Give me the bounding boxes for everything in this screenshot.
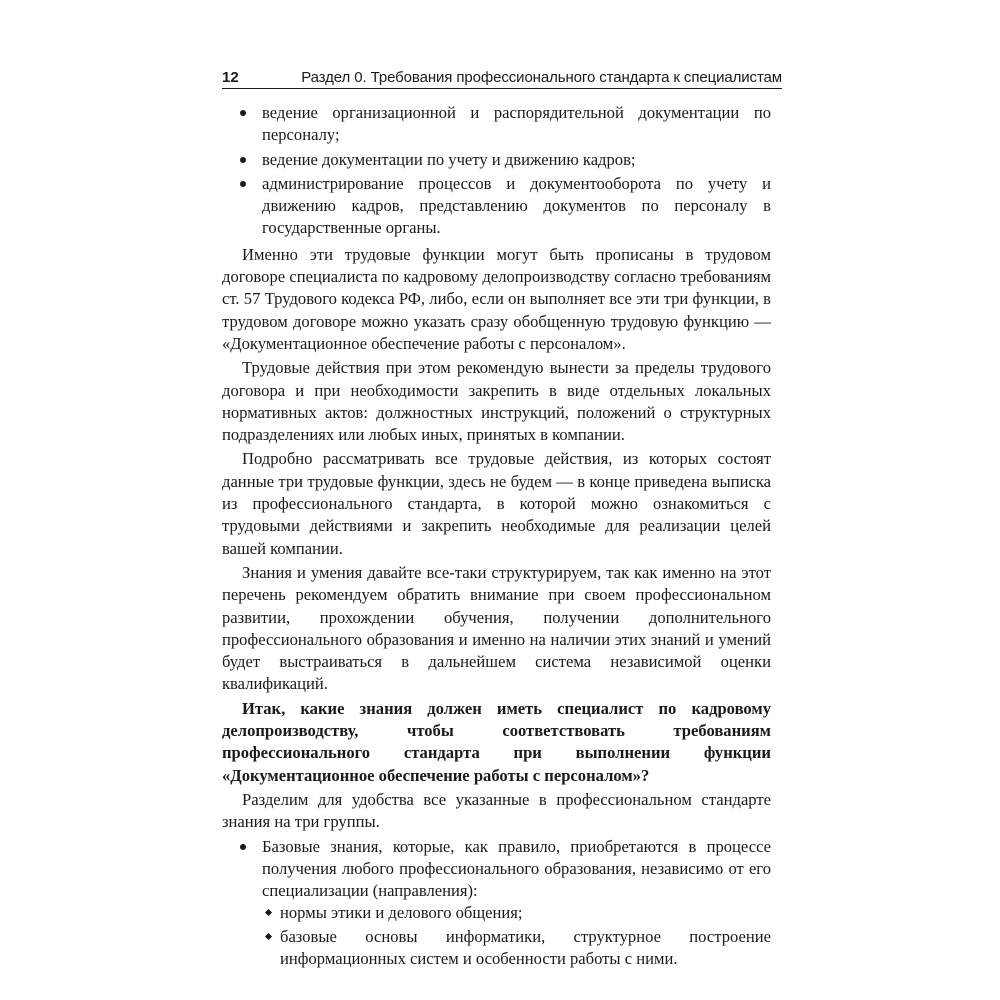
list-item-text: Базовые знания, которые, как правило, приобретаются в процессе получения любого профессионального образования, независимо от его специализации (направления): [262,836,771,901]
function-list [222,102,771,240]
list-item: администрирование процессов и документооборота по учету и движению кадров, представлению документов по персоналу в государственные органы. [262,173,771,240]
paragraph: Трудовые действия при этом рекомендую вынести за пределы трудового договора и при необходимости закрепить в виде отдельных локальных нормативных актов: должностных инструкций, положений о структурных подразделениях или любых иных, принятых в компании. [222,358,771,445]
paragraph: Именно эти трудовые функции могут быть прописаны в трудовом договоре специалиста по кадровому делопроизводству согласно требованиям ст. 57 Трудового кодекса РФ, либо, если он выполняет все эти три функции, в трудовом договоре можно указать сразу обобщенную трудовую функцию — «Документационное обеспечение работы с персоналом». [222,244,771,353]
list-item [262,836,771,971]
page-number: 12 [222,69,239,86]
page-body [222,102,771,974]
paragraph: Знания и умения давайте все-таки структурируем, так как именно на этот перечень рекомендуем обратить внимание при своем профессиональном развитии, прохождении обучения, получении дополнительного профессионального образования и именно на наличии этих знаний и умений будет выстраиваться в дальнейшем система независимой оценки квалификаций. [222,562,771,694]
sub-list-item: нормы этики и делового общения; [280,902,771,924]
list-item: ведение документации по учету и движению кадров; [262,149,771,171]
sub-list [262,902,771,970]
page-header [222,62,782,89]
paragraph: Подробно рассматривать все трудовые действия, из которых состоят данные три трудовые функции, здесь не будем — в конце приведена выписка из профессионального стандарта, в которой можно ознакомиться с трудовыми действиями и закрепить необходимые для реализации целей вашей компании. [222,449,771,558]
sub-list-item: базовые основы информатики, структурное построение информационных систем и особенности работы с ними. [280,926,771,971]
list-item: ведение организационной и распорядительной документации по персоналу; [262,102,771,147]
paragraph: Разделим для удобства все указанные в профессиональном стандарте знания на три группы. [222,789,771,832]
knowledge-groups-list [222,836,771,971]
running-head: Раздел 0. Требования профессионального стандарта к специалистам [301,69,782,86]
question-heading: Итак, какие знания должен иметь специалист по кадровому делопроизводству, чтобы соответствовать требованиям профессионального стандарта при выполнении функции «Документационное обеспечение работы с персоналом»? [222,698,771,785]
